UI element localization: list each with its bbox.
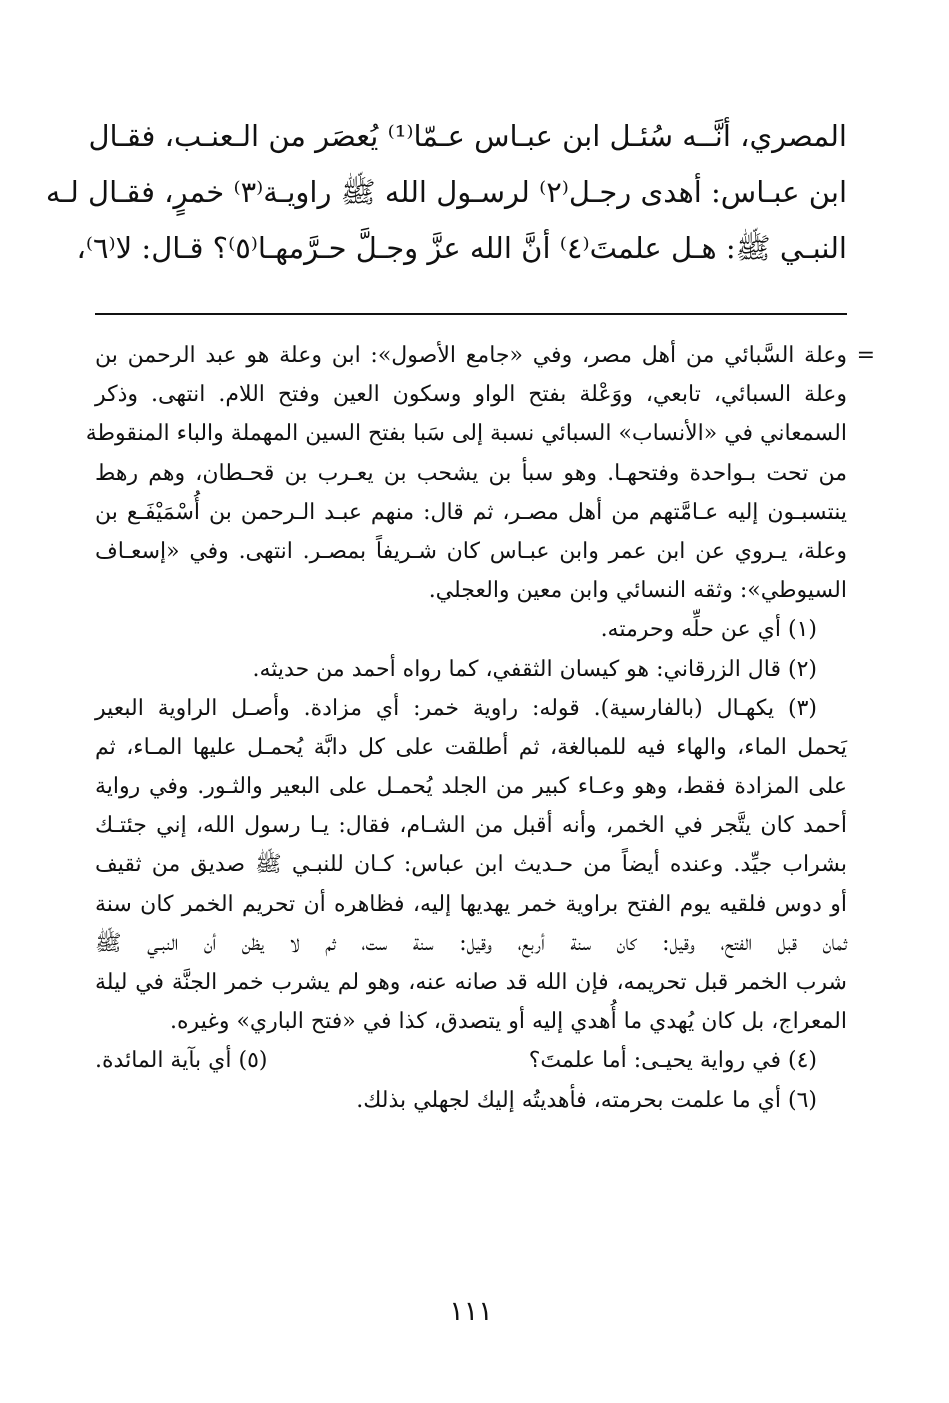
footnote-line: وعلة السَّبائي من أهل مصر، وفي «جامع الأصول»: ابن وعلة هو عبد الرحمن بن [95, 343, 847, 368]
footnote-1: (١) أي عن حلِّه وحرمته. [600, 617, 817, 643]
footnote-line: وعلة، يـروي عن ابن عمر وابن عبـاس كان شـريفاً بمصـر. انتهى. وفي «إسعـاف [95, 538, 847, 564]
main-text-line: ابن عبـاس: أهدى رجـل⁽٢⁾ لرسـول الله ﷺ راويـة⁽٣⁾ خمرٍ، فقـال لـه [45, 175, 847, 209]
footnote-5: (٥) أي بآية المائدة. [95, 1048, 268, 1074]
footnote-line: السيوطي»: وثقه النسائي وابن معين والعجلي. [428, 578, 847, 604]
footnote-line: السمعاني في «الأنساب» السبائي نسبة إلى سَبا بفتح السين المهملة والباء المنقوطة [85, 421, 847, 447]
footnote-line: ثمان قبل الفتح، وقيل: كان سنة أربع، وقيل: سنة ست، ثم لا يظن أن النبـي ﷺ [95, 930, 847, 956]
footnote-line: أو دوس فلقيه يوم الفتح براوية خمر يهديها إليه، فظاهره أن تحريم الخمر كان سنة [95, 891, 847, 917]
continuation-mark: = [856, 343, 875, 368]
footnote-line: شرب الخمر قبل تحريمه، فإن الله قد صانه عنه، وهو لم يشرب خمر الجنَّة في ليلة [95, 970, 847, 995]
footnote-line: وعلة السبائي، تابعي، ووَعْلة بفتح الواو وسكون العين وفتح اللام. انتهى. وذكر [95, 382, 847, 408]
footnote-6: (٦) أي ما علمت بحرمته، فأهديتُه إليك لجهلي بذلك. [356, 1087, 817, 1113]
main-text-line: النبـي ﷺ: هـل علمتَ⁽٤⁾ أنَّ الله عزَّ وجـلَّ حـرَّمهـا⁽٥⁾؟ قـال: لا⁽٦⁾، [76, 231, 847, 265]
main-text [45, 108, 847, 276]
footnote-2: (٢) قال الزرقاني: هو كيسان الثقفي، كما رواه أحمد من حديثه. [252, 656, 817, 682]
footnote-line: من تحت بـواحدة وفتحهـا. وهو سبأ بن يشحب بن يعـرب بن قحـطان، وهم رهط [95, 460, 847, 486]
footnote-line: يَحمل الماء، والهاء فيه للمبالغة، ثم أطلقت على كل دابَّة يُحمـل عليها المـاء، ثم [95, 734, 847, 760]
page-number: ١١١ [449, 1296, 493, 1327]
footnote-line: بشراب جيِّد. وعنده أيضاً من حـديث ابن عباس: كـان للنبـي ﷺ صديق من ثقيف [95, 852, 847, 878]
footnote-line: ينتسبـون إليه عـامَّتهم من أهل مصـر، ثم قال: منهم عبـد الـرحمن بن أُسْمَيْفَـع بن [95, 499, 847, 525]
footnote-separator [95, 313, 847, 315]
book-page [45, 0, 875, 1403]
footnote-line: أحمد كان يتَّجر في الخمر، وأنه أقبل من الشـام، فقال: يـا رسول الله، إني جئتـك [95, 813, 847, 839]
footnote-line: المعراج، بل كان يُهدي ما أُهدي إليه أو يتصدق، كذا في «فتح الباري» وغيره. [170, 1009, 847, 1035]
footnotes [85, 336, 875, 1120]
footnote-line: على المزادة فقط، وهو وعـاء كبير من الجلد يُحمـل على البعير والثـور. وفي رواية [95, 774, 847, 800]
main-text-line: المصري، أنَّــه سُئـل ابن عبـاس عـمّا⁽¹⁾ يُعصَر من الـعنـب، فقـال [88, 119, 847, 153]
footnotes-4-5-row [95, 1041, 847, 1080]
footnote-3: (٣) يكهـال (بالفارسية). قوله: راوية خمر: أي مزادة. وأصـل الراوية البعير [95, 695, 817, 721]
footnote-4: (٤) في رواية يحيـى: أما علمتَ؟ [528, 1048, 817, 1074]
